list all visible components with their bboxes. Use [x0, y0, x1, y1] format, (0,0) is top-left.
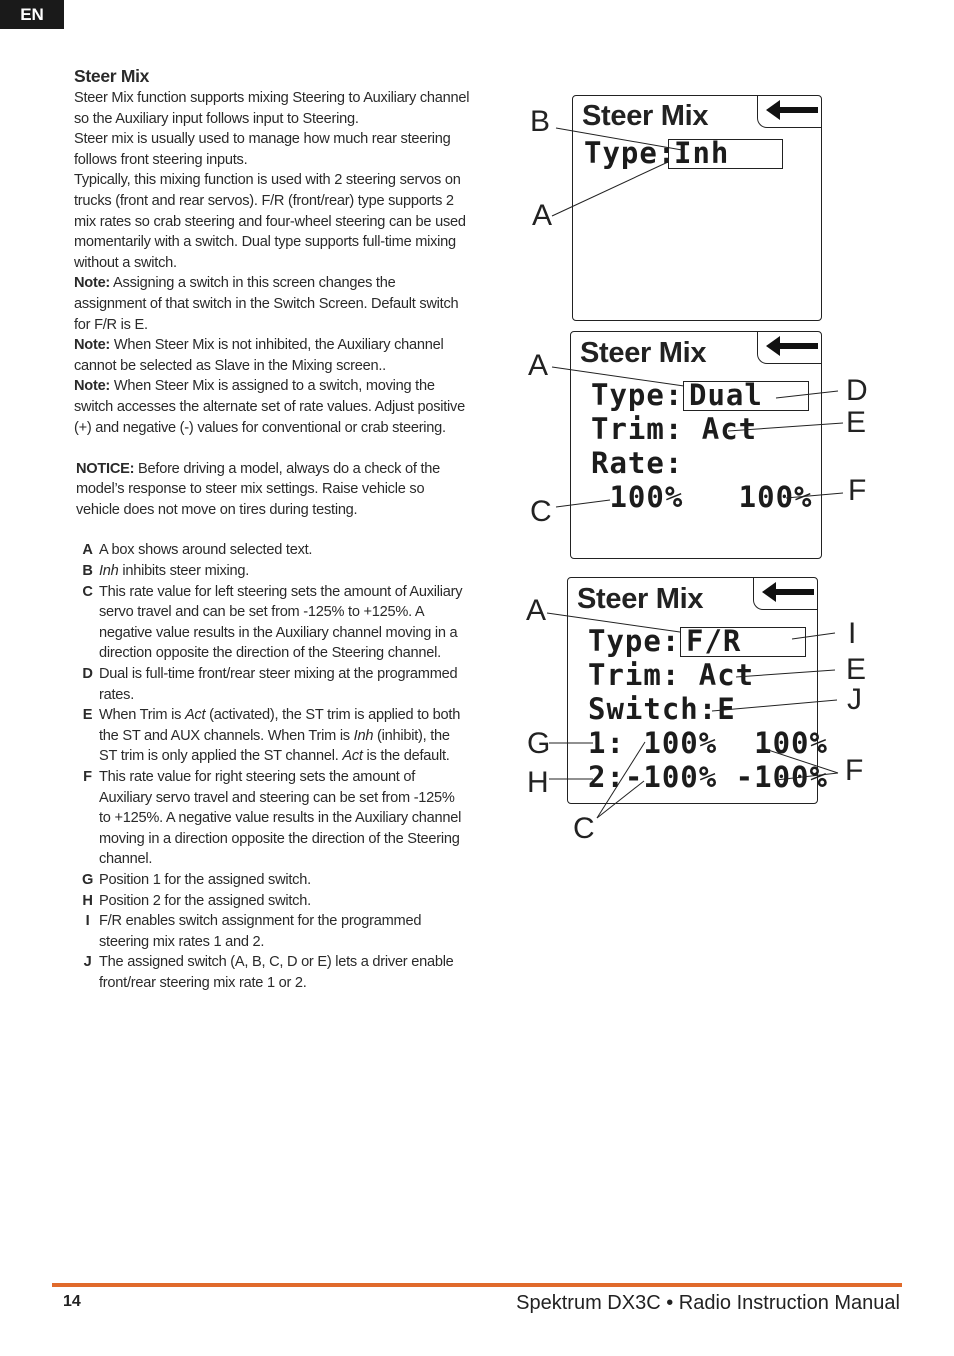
legend-key: F [83, 769, 92, 785]
paragraph: Typically, this mixing function is used with 2 steering servos on trucks (front and rear servos). F/R (front/rear) type supports 2 mix rates so crab steering and four-wheel steering can be used momentarily with a switch. Dual type supports full-time mixing without a switch. [74, 172, 466, 271]
steer-mix-text [74, 64, 470, 994]
callout-a: A [532, 199, 553, 232]
rate-values: 100% 100% [591, 480, 813, 514]
callout-g: G [527, 727, 551, 760]
callout-c: C [530, 495, 552, 528]
back-arrow-icon[interactable] [753, 578, 817, 610]
callout-f: F [845, 754, 864, 787]
page-number: 14 [63, 1293, 81, 1310]
notice-label: NOTICE: [76, 460, 135, 477]
legend-text: The assigned switch (A, B, C, D or E) lets a driver enable front/rear steering mix rate 1 or 2. [99, 954, 454, 991]
callout-c: C [573, 812, 595, 845]
legend-key: G [81, 871, 94, 888]
legend-item [74, 870, 470, 891]
paragraph: Steer Mix function supports mixing Steering to Auxiliary channel so the Auxiliary input follows input to Steering. [74, 90, 470, 127]
note-text: When Steer Mix is assigned to a switch, moving the switch accesses the alternate set of rate values. Adjust positive (+) and negative (-) values for conventional or crab steering. [74, 378, 465, 436]
type-value: F/R [686, 624, 742, 658]
callout-i: I [848, 617, 857, 650]
legend-list [74, 540, 470, 993]
legend-item [74, 664, 470, 705]
legend-item [74, 540, 470, 561]
note-label: Note: [74, 275, 111, 292]
note [74, 335, 470, 376]
legend-key: I [85, 913, 90, 930]
legend-item [74, 911, 470, 952]
lcd-screen-fr [567, 577, 828, 804]
callout-e: E [846, 406, 867, 439]
legend-text: Dual is full-time front/rear steer mixing at the programmed rates. [99, 666, 458, 703]
legend-text: Position 2 for the assigned switch. [99, 892, 311, 909]
note-label: Note: [74, 378, 111, 395]
callout-a: A [526, 594, 547, 627]
legend-item [74, 705, 470, 767]
legend-text: F/R enables switch assignment for the programmed steering mix rates 1 and 2. [99, 913, 422, 950]
legend-text: This rate value for left steering sets the amount of Auxiliary servo travel and can be set from -125% to +125%. A negative value results in the Auxiliary channel moving in a direction opposite the direction of the Steering channel. [99, 583, 463, 662]
note-text: When Steer Mix is not inhibited, the Auxiliary channel cannot be selected as Slave in the Mixing screen.. [74, 337, 444, 374]
legend-item [74, 891, 470, 912]
legend-text: Inh inhibits steer mixing. [99, 563, 250, 580]
callout-j: J [847, 683, 862, 716]
lcd-screen-dual [570, 331, 822, 559]
legend-key: C [82, 583, 93, 600]
legend-text: Position 1 for the assigned switch. [99, 871, 311, 888]
language-tab: EN [0, 0, 64, 29]
note-label: Note: [74, 337, 111, 354]
legend-key: B [82, 563, 93, 580]
legend-item [74, 582, 470, 664]
callout-b: B [530, 105, 551, 138]
back-arrow-icon[interactable] [757, 96, 821, 128]
legend-text: When Trim is Act (activated), the ST trim is applied to both the ST and AUX channels. When Trim is Inh (inhibit), the ST trim is only applied the ST channel. Act is the default. [99, 707, 461, 765]
section-title: Steer Mix [74, 66, 150, 86]
type-label: Type: [588, 624, 681, 658]
paragraph: Steer mix is usually used to manage how much rear steering follows front steering inputs. [74, 131, 451, 168]
position-1-rates: 1: 100% 100% [588, 726, 828, 760]
callout-h: H [527, 766, 549, 799]
note [74, 273, 470, 335]
type-label: Type: [591, 378, 684, 412]
legend-item [74, 561, 470, 582]
callout-a: A [528, 349, 549, 382]
legend-item [74, 952, 470, 993]
callout-f: F [848, 474, 867, 507]
callout-d: D [846, 374, 868, 407]
note [74, 376, 470, 438]
legend-key: E [82, 707, 93, 724]
screen-title: Steer Mix [582, 100, 709, 132]
type-value: Dual [689, 378, 763, 412]
legend-key: H [82, 892, 93, 909]
screen-title: Steer Mix [580, 337, 707, 369]
footer-rule [52, 1283, 902, 1287]
legend-text: This rate value for right steering sets the amount of Auxiliary servo travel and steering can be set from -125% to +125%. A negative value results in the Auxiliary channel moving in a direction opposite the direction of the Steering channel. [99, 769, 462, 868]
switch-line: Switch:E [588, 692, 736, 726]
trim-line: Trim: Act [588, 658, 755, 692]
type-value: Inh [674, 136, 730, 170]
callout-e: E [846, 653, 867, 686]
notice-text: Before driving a model, always do a check of the model’s response to steer mix settings. Raise vehicle so vehicle does not move on tires during testing. [76, 460, 440, 518]
legend-item [74, 767, 470, 870]
legend-key: J [83, 954, 92, 971]
lcd-screen-inh [572, 95, 822, 321]
legend-key: A [82, 542, 93, 559]
notice [74, 459, 470, 521]
note-text: Assigning a switch in this screen changes the assignment of that switch in the Switch Screen. Default switch for F/R is E. [74, 275, 459, 333]
trim-line: Trim: Act [591, 412, 758, 446]
back-arrow-icon[interactable] [757, 332, 821, 364]
legend-key: D [82, 666, 93, 683]
type-label: Type: [584, 136, 677, 170]
position-2-rates: 2:-100% -100% [588, 760, 828, 794]
manual-title: Spektrum DX3C • Radio Instruction Manual [516, 1292, 900, 1314]
rate-label: Rate: [591, 446, 684, 480]
screen-title: Steer Mix [577, 583, 704, 615]
legend-text: A box shows around selected text. [99, 542, 313, 559]
